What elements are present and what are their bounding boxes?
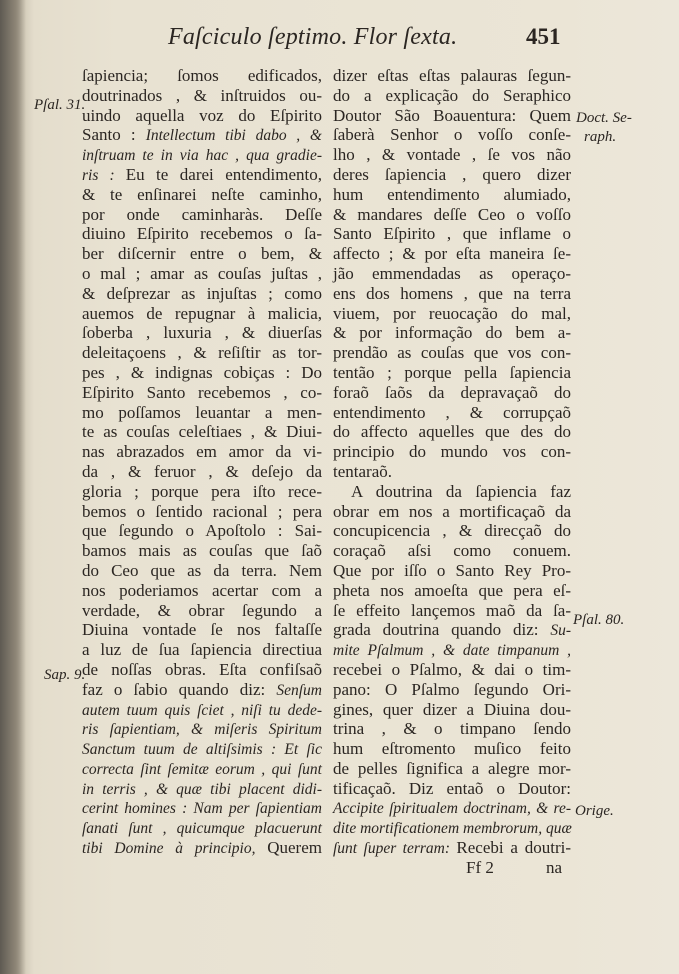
catchword: na <box>546 858 563 877</box>
text-line <box>82 284 322 304</box>
text-segment: Santo Eſpirito , que inflame o <box>333 224 571 244</box>
text-segment: Eſpirito Santo recebemos , co- <box>82 382 322 402</box>
text-segment: ſapiencia; ſomos edificados, <box>82 66 322 85</box>
text-line <box>82 818 322 838</box>
text-line <box>333 640 571 660</box>
text-line <box>82 165 322 185</box>
text-segment: bemos o ſentido racional ; pera <box>82 501 322 521</box>
text-line <box>82 224 322 244</box>
text-segment: tificaçaõ. Diz entaõ o Doutor: <box>333 778 571 798</box>
text-line <box>82 323 322 343</box>
text-line <box>333 660 571 680</box>
text-segment: a luz de ſua ſapiencia directiua <box>82 640 322 660</box>
text-line <box>333 779 571 799</box>
text-segment: ens dos homens , que na terra <box>333 283 571 303</box>
margin-note-sap-9: Sap. 9. <box>44 667 86 683</box>
latin-quotation: Sanctum tuum de altiſsimis : Et ſic <box>82 741 322 759</box>
margin-note-psalm-31: Pſal. 31. <box>34 97 86 113</box>
text-line <box>333 798 571 818</box>
page-number: 451 <box>526 24 561 49</box>
text-line <box>333 106 571 126</box>
text-segment: ber diſcernir entre o bem, & <box>82 244 322 264</box>
text-line <box>333 462 571 482</box>
text-segment: auemos de repugnar à malicia, <box>82 303 322 323</box>
text-segment: Querem <box>267 838 322 858</box>
text-segment: hum entendimento alumiado, <box>333 184 571 204</box>
text-line <box>82 581 322 601</box>
text-line <box>333 422 571 442</box>
text-line <box>82 798 322 818</box>
text-line <box>333 224 571 244</box>
text-line <box>82 383 322 403</box>
text-segment: & por informação do bem a- <box>333 323 571 343</box>
margin-note-origen: Orige. <box>575 803 614 819</box>
text-segment: doutrinados , & inſtruidos ou- <box>82 85 322 105</box>
page-header <box>0 24 679 58</box>
text-segment: do affecto aquelles que des do <box>333 422 571 442</box>
text-line <box>333 680 571 700</box>
text-segment: dizer eſtas eſtas palauras ſegun- <box>333 66 571 85</box>
text-line <box>333 304 571 324</box>
text-line <box>333 521 571 541</box>
text-line <box>333 86 571 106</box>
text-line <box>333 165 571 185</box>
text-line <box>82 640 322 660</box>
latin-quotation: Su- <box>550 622 571 640</box>
text-segment: trina , & o timpano ſendo <box>333 719 571 739</box>
text-segment: da , & feruor , & deſejo da <box>82 461 322 481</box>
text-segment: do Ceo que as da terra. Nem <box>82 560 322 580</box>
latin-quotation: ſanati ſunt , quicumque placuerunt <box>82 820 322 838</box>
text-line <box>333 739 571 759</box>
text-line <box>82 719 322 739</box>
text-segment: jão emmendadas as operaço- <box>333 263 571 283</box>
text-line <box>82 700 322 720</box>
latin-quotation: tibi Domine à principio, <box>82 840 268 858</box>
text-line <box>333 363 571 383</box>
latin-quotation: mite Pſalmum , & date timpanum , <box>333 642 571 660</box>
text-line <box>82 66 322 86</box>
text-line <box>82 442 322 462</box>
text-line <box>82 739 322 759</box>
text-line <box>82 620 322 640</box>
running-title: Faſciculo ſeptimo. Flor ſexta. <box>168 24 458 50</box>
text-line <box>333 66 571 86</box>
text-segment: deleitaçoens , & reſiſtir as tor- <box>82 343 322 363</box>
text-line <box>333 759 571 779</box>
text-line <box>82 502 322 522</box>
text-segment: ſoberba , luxuria , & diuerſas <box>82 323 322 343</box>
text-line <box>82 759 322 779</box>
text-line <box>82 838 322 858</box>
text-line <box>333 323 571 343</box>
text-line <box>82 264 322 284</box>
text-segment: pheta nos amoeſta que pera eſ- <box>333 580 571 600</box>
text-segment: gines, quer dizer a Diuina dou- <box>333 699 571 719</box>
text-line <box>333 403 571 423</box>
text-line <box>82 205 322 225</box>
text-line <box>333 838 571 858</box>
text-line <box>82 363 322 383</box>
signature-mark: Ff 2 <box>466 858 494 877</box>
latin-quotation: in terris , & quæ tibi placent didi- <box>82 780 322 798</box>
text-line <box>82 343 322 363</box>
text-segment: faz o ſabio quando diz: <box>82 679 277 699</box>
text-line <box>333 343 571 363</box>
margin-note-doct-seraph: Doct. Se- <box>576 110 632 126</box>
text-line <box>333 442 571 462</box>
text-segment: deres ſapiencia , quero dizer <box>333 164 571 184</box>
text-line <box>333 383 571 403</box>
text-segment: affecto ; & por eſta maneira ſe- <box>333 244 571 264</box>
text-segment: Recebi a doutri- <box>456 838 572 858</box>
text-segment: concupicencia , & direcçaõ do <box>333 521 571 541</box>
text-segment: te as couſas celeſtiaes , & Diui- <box>82 422 322 442</box>
text-segment: Doutor São Boauentura: Quem <box>333 105 571 125</box>
text-line <box>333 561 571 581</box>
text-line <box>82 422 322 442</box>
latin-quotation: Accipite ſpiritualem doctrinam, & re- <box>333 800 571 818</box>
text-line <box>82 561 322 581</box>
margin-note-doct-seraph-cont: raph. <box>584 129 617 145</box>
text-line <box>333 264 571 284</box>
text-line <box>333 581 571 601</box>
latin-quotation: Intellectum tibi dabo , & <box>145 127 322 145</box>
text-segment: que ſegundo o Apoſtolo : Sai- <box>82 521 322 541</box>
text-segment: viuem, por reuocação do mal, <box>333 303 571 323</box>
text-line <box>333 482 571 502</box>
text-line <box>333 125 571 145</box>
text-line <box>82 125 322 145</box>
text-segment: Eu te darei entendimento, <box>125 164 322 184</box>
text-segment: pes , & indignas cobiças : Do <box>82 362 322 382</box>
latin-quotation: autem tuum quis ſciet , niſi tu dede- <box>82 701 322 719</box>
text-segment: do a explicação do Seraphico <box>333 85 571 105</box>
text-line <box>82 86 322 106</box>
text-line <box>333 205 571 225</box>
text-line <box>82 304 322 324</box>
right-text-column <box>333 66 571 858</box>
text-line <box>82 779 322 799</box>
latin-quotation: cerint homines : Nam per ſapientiam <box>82 800 322 818</box>
text-line <box>82 660 322 680</box>
latin-quotation: ſunt ſuper terram: <box>333 840 457 858</box>
left-text-column <box>82 66 322 858</box>
text-segment: Santo : <box>82 125 146 145</box>
text-segment: nos poderiamos acertar com a <box>82 580 322 600</box>
text-line <box>333 541 571 561</box>
book-gutter-shadow <box>0 0 26 974</box>
text-segment: obrar em nos a mortificaçaõ da <box>333 501 571 521</box>
text-line <box>82 145 322 165</box>
text-segment: foraõ ſaõs da depravaçaõ do <box>333 382 571 402</box>
margin-note-psalm-80: Pſal. 80. <box>573 612 625 628</box>
text-segment: por onde caminharàs. Deſſe <box>82 204 322 224</box>
text-segment: bamos mais as couſas que ſaõ <box>82 541 322 561</box>
text-line <box>333 620 571 640</box>
text-segment: lho , & vontade , ſe vos não <box>333 145 571 165</box>
text-segment: Que por iſſo o Santo Rey Pro- <box>333 560 571 580</box>
text-segment: principio do mundo vos con- <box>333 442 571 462</box>
text-segment: A doutrina da ſapiencia faz <box>351 481 571 501</box>
text-line <box>82 185 322 205</box>
text-line <box>82 482 322 502</box>
text-segment: & deſprezar as injuſtas ; como <box>82 283 322 303</box>
text-segment: coraçaõ aſsi como conuem. <box>333 541 571 561</box>
text-segment: uindo aquella voz do Eſpirito <box>82 105 322 125</box>
text-segment: o mal ; amar as couſas juſtas , <box>82 263 322 283</box>
text-line <box>82 462 322 482</box>
latin-quotation: ris : <box>82 166 126 184</box>
text-segment: grada doutrina quando diz: <box>333 620 551 640</box>
text-line <box>333 284 571 304</box>
text-segment: prendão as couſas que vos con- <box>333 343 571 363</box>
text-segment: de noſſas obras. Eſta confiſsaõ <box>82 659 322 679</box>
text-segment: pano: O Pſalmo ſegundo Ori- <box>333 679 571 699</box>
text-segment: mo poſſamos leuantar a men- <box>82 402 322 422</box>
text-segment: recebei o Pſalmo, & dai o tim- <box>333 659 571 679</box>
latin-quotation: Senſum <box>276 681 322 699</box>
text-line <box>333 502 571 522</box>
text-line <box>333 818 571 838</box>
latin-quotation: correcta ſint ſemitæ eorum , qui ſunt <box>82 760 322 778</box>
latin-quotation: inſtruam te in via hac , qua gradie- <box>82 147 322 165</box>
text-segment: Diuina vontade ſe nos faltaſſe <box>82 620 322 640</box>
text-segment: tentaraõ. <box>333 461 392 481</box>
text-segment: de pelles ſignifica a alegre mor- <box>333 758 571 778</box>
text-segment: ſaberà Senhor o voſſo conſe- <box>333 125 571 145</box>
text-line <box>333 145 571 165</box>
text-line <box>82 244 322 264</box>
text-line <box>82 601 322 621</box>
text-line <box>82 521 322 541</box>
text-line <box>333 185 571 205</box>
text-line <box>333 719 571 739</box>
text-segment: entendimento , & corrupçaõ <box>333 402 571 422</box>
text-line <box>333 244 571 264</box>
latin-quotation: ris ſapientiam, & miſeris Spiritum <box>82 721 322 739</box>
text-segment: diuino Eſpirito recebemos o ſa- <box>82 224 322 244</box>
text-segment: tentão ; porque pella ſapiencia <box>333 362 571 382</box>
latin-quotation: dite mortificationem membrorum, quæ <box>333 820 572 838</box>
text-segment: hum eſtromento muſico feito <box>333 739 571 759</box>
text-segment: & mandares deſſe Ceo o voſſo <box>333 204 571 224</box>
text-line <box>82 106 322 126</box>
text-line <box>82 680 322 700</box>
text-line <box>82 403 322 423</box>
text-segment: & te enſinarei neſte caminho, <box>82 184 322 204</box>
text-segment: gloria ; porque pera iſto rece- <box>82 481 322 501</box>
text-line <box>82 541 322 561</box>
text-segment: nas abrazados em amor da vi- <box>82 442 322 462</box>
text-segment: ſe effeito lançemos maõ da ſa- <box>333 600 571 620</box>
text-line <box>333 601 571 621</box>
text-line <box>333 700 571 720</box>
text-segment: verdade, & obrar ſegundo a <box>82 600 322 620</box>
